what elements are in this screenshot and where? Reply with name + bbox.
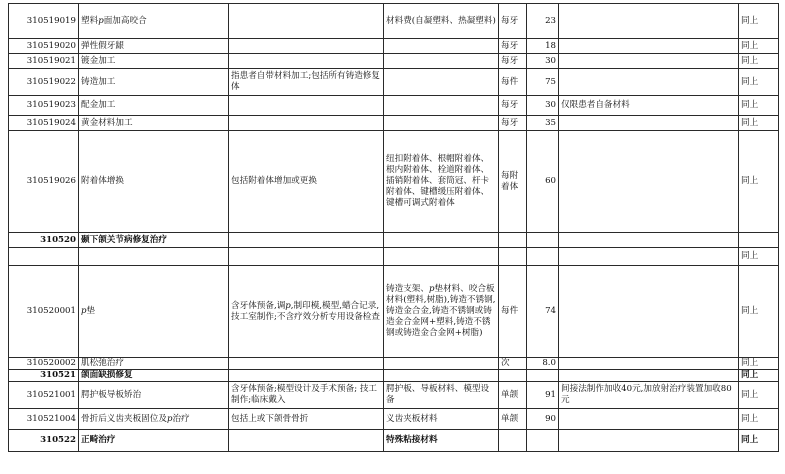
price-cell: 75	[527, 69, 559, 96]
price-cell: 30	[527, 96, 559, 116]
reference-cell: 同上	[739, 409, 779, 430]
price-cell: 23	[527, 4, 559, 39]
note-cell	[559, 39, 739, 54]
unit-cell: 每牙	[499, 39, 527, 54]
table-row	[9, 69, 779, 96]
item-content-cell	[229, 116, 384, 131]
price-cell	[527, 430, 559, 452]
item-content-cell: 包括附着体增加或更换	[229, 131, 384, 233]
item-code-cell: 310521001	[9, 382, 79, 409]
item-code-cell: 310520	[9, 233, 79, 248]
item-code-cell: 310522	[9, 430, 79, 452]
reference-cell: 同上	[739, 116, 779, 131]
table-row	[9, 266, 779, 358]
table-row	[9, 409, 779, 430]
item-content-cell	[229, 248, 384, 266]
item-content-cell	[229, 370, 384, 382]
unit-cell: 每件	[499, 266, 527, 358]
reference-cell: 同上	[739, 4, 779, 39]
item-code-cell: 310519024	[9, 116, 79, 131]
excluded-items-cell: 腭护板、导板材料、模型设备	[384, 382, 499, 409]
unit-cell: 每件	[499, 69, 527, 96]
unit-cell: 次	[499, 358, 527, 370]
reference-cell: 同上	[739, 382, 779, 409]
note-cell: 仅限患者自备材料	[559, 96, 739, 116]
item-content-cell	[229, 430, 384, 452]
price-cell	[527, 370, 559, 382]
reference-cell: 同上	[739, 430, 779, 452]
unit-cell	[499, 430, 527, 452]
item-name-cell: 𝑝垫	[79, 266, 229, 358]
item-content-cell	[229, 4, 384, 39]
unit-cell	[499, 370, 527, 382]
unit-cell: 每附着体	[499, 131, 527, 233]
reference-cell: 同上	[739, 370, 779, 382]
price-cell: 74	[527, 266, 559, 358]
price-cell	[527, 248, 559, 266]
reference-cell: 同上	[739, 69, 779, 96]
item-name-cell: 肌松弛治疗	[79, 358, 229, 370]
note-cell	[559, 116, 739, 131]
excluded-items-cell	[384, 370, 499, 382]
item-content-cell	[229, 358, 384, 370]
table-row	[9, 39, 779, 54]
table-row	[9, 248, 779, 266]
section-row	[9, 430, 779, 452]
excluded-items-cell: 纽扣附着体、根帽附着体、根内附着体、栓道附着体、插销附着体、套筒冠、杆卡附着体、键槽缓压附着体、键槽可调式附着体	[384, 131, 499, 233]
price-cell: 90	[527, 409, 559, 430]
unit-cell: 单颌	[499, 409, 527, 430]
note-cell	[559, 69, 739, 96]
excluded-items-cell: 特殊粘接材料	[384, 430, 499, 452]
excluded-items-cell	[384, 233, 499, 248]
item-name-cell: 黄金材料加工	[79, 116, 229, 131]
note-cell: 间接法制作加收40元,加放射治疗装置加收80元	[559, 382, 739, 409]
excluded-items-cell: 铸造支架、𝑝垫材料、咬合板材料(塑料,树脂),铸造不锈钢,铸造金合金,铸造不锈钢或铸造金合金网+塑料,铸造不锈钢或铸造金合金网+树脂)	[384, 266, 499, 358]
price-cell: 91	[527, 382, 559, 409]
item-code-cell: 310520002	[9, 358, 79, 370]
item-name-cell: 铸造加工	[79, 69, 229, 96]
item-content-cell	[229, 233, 384, 248]
note-cell	[559, 233, 739, 248]
excluded-items-cell	[384, 39, 499, 54]
excluded-items-cell	[384, 54, 499, 69]
price-cell: 35	[527, 116, 559, 131]
unit-cell: 每牙	[499, 116, 527, 131]
excluded-items-cell: 材料费(自凝塑料、热凝塑料)	[384, 4, 499, 39]
reference-cell: 同上	[739, 248, 779, 266]
item-content-cell	[229, 96, 384, 116]
price-cell: 8.0	[527, 358, 559, 370]
item-name-cell: 镀金加工	[79, 54, 229, 69]
note-cell	[559, 370, 739, 382]
item-name-cell: 骨折后义齿夹板固位及𝑝治疗	[79, 409, 229, 430]
item-code-cell: 310521	[9, 370, 79, 382]
note-cell	[559, 430, 739, 452]
price-cell: 18	[527, 39, 559, 54]
item-name-cell: 附着体增换	[79, 131, 229, 233]
item-code-cell: 310519023	[9, 96, 79, 116]
table-row	[9, 116, 779, 131]
note-cell	[559, 4, 739, 39]
section-row	[9, 233, 779, 248]
item-code-cell: 310519026	[9, 131, 79, 233]
unit-cell: 每牙	[499, 4, 527, 39]
unit-cell: 单颌	[499, 382, 527, 409]
item-code-cell: 310519021	[9, 54, 79, 69]
unit-cell	[499, 233, 527, 248]
item-code-cell: 310519019	[9, 4, 79, 39]
price-cell: 30	[527, 54, 559, 69]
item-name-cell: 颌面缺损修复	[79, 370, 229, 382]
item-name-cell: 塑料𝑝面加高咬合	[79, 4, 229, 39]
note-cell	[559, 131, 739, 233]
excluded-items-cell: 义齿夹板材料	[384, 409, 499, 430]
excluded-items-cell	[384, 248, 499, 266]
item-content-cell: 含牙体预备;模型设计及手术预备; 技工制作;临床戴入	[229, 382, 384, 409]
reference-cell: 同上	[739, 39, 779, 54]
table-row	[9, 382, 779, 409]
item-name-cell	[79, 248, 229, 266]
item-name-cell: 正畸治疗	[79, 430, 229, 452]
item-content-cell: 指患者自带材料加工;包括所有铸造修复体	[229, 69, 384, 96]
note-cell	[559, 409, 739, 430]
item-content-cell: 包括上或下颌骨骨折	[229, 409, 384, 430]
item-code-cell: 310521004	[9, 409, 79, 430]
item-code-cell: 310520001	[9, 266, 79, 358]
table-row	[9, 358, 779, 370]
fee-table	[8, 3, 779, 452]
item-name-cell: 弹性假牙龈	[79, 39, 229, 54]
note-cell	[559, 248, 739, 266]
item-name-cell: 腭护板导板矫治	[79, 382, 229, 409]
item-code-cell: 310519020	[9, 39, 79, 54]
unit-cell: 每牙	[499, 54, 527, 69]
item-code-cell: 310519022	[9, 69, 79, 96]
note-cell	[559, 54, 739, 69]
reference-cell: 同上	[739, 96, 779, 116]
item-code-cell	[9, 248, 79, 266]
reference-cell: 同上	[739, 54, 779, 69]
reference-cell: 同上	[739, 266, 779, 358]
note-cell	[559, 266, 739, 358]
excluded-items-cell	[384, 96, 499, 116]
table-row	[9, 131, 779, 233]
section-row	[9, 370, 779, 382]
unit-cell: 每牙	[499, 96, 527, 116]
item-name-cell: 颞下颌关节病修复治疗	[79, 233, 229, 248]
reference-cell: 同上	[739, 358, 779, 370]
reference-cell	[739, 233, 779, 248]
item-name-cell: 配金加工	[79, 96, 229, 116]
unit-cell	[499, 248, 527, 266]
table-row	[9, 4, 779, 39]
fee-table-page	[8, 3, 779, 452]
item-content-cell: 含牙体预备,调𝑝,制印模,模型,蜡合记录,技工室制作;不含疗效分析专用设备检查	[229, 266, 384, 358]
price-cell: 60	[527, 131, 559, 233]
item-content-cell	[229, 39, 384, 54]
note-cell	[559, 358, 739, 370]
table-row	[9, 54, 779, 69]
price-cell	[527, 233, 559, 248]
reference-cell: 同上	[739, 131, 779, 233]
excluded-items-cell	[384, 69, 499, 96]
table-row	[9, 96, 779, 116]
item-content-cell	[229, 54, 384, 69]
excluded-items-cell	[384, 358, 499, 370]
excluded-items-cell	[384, 116, 499, 131]
